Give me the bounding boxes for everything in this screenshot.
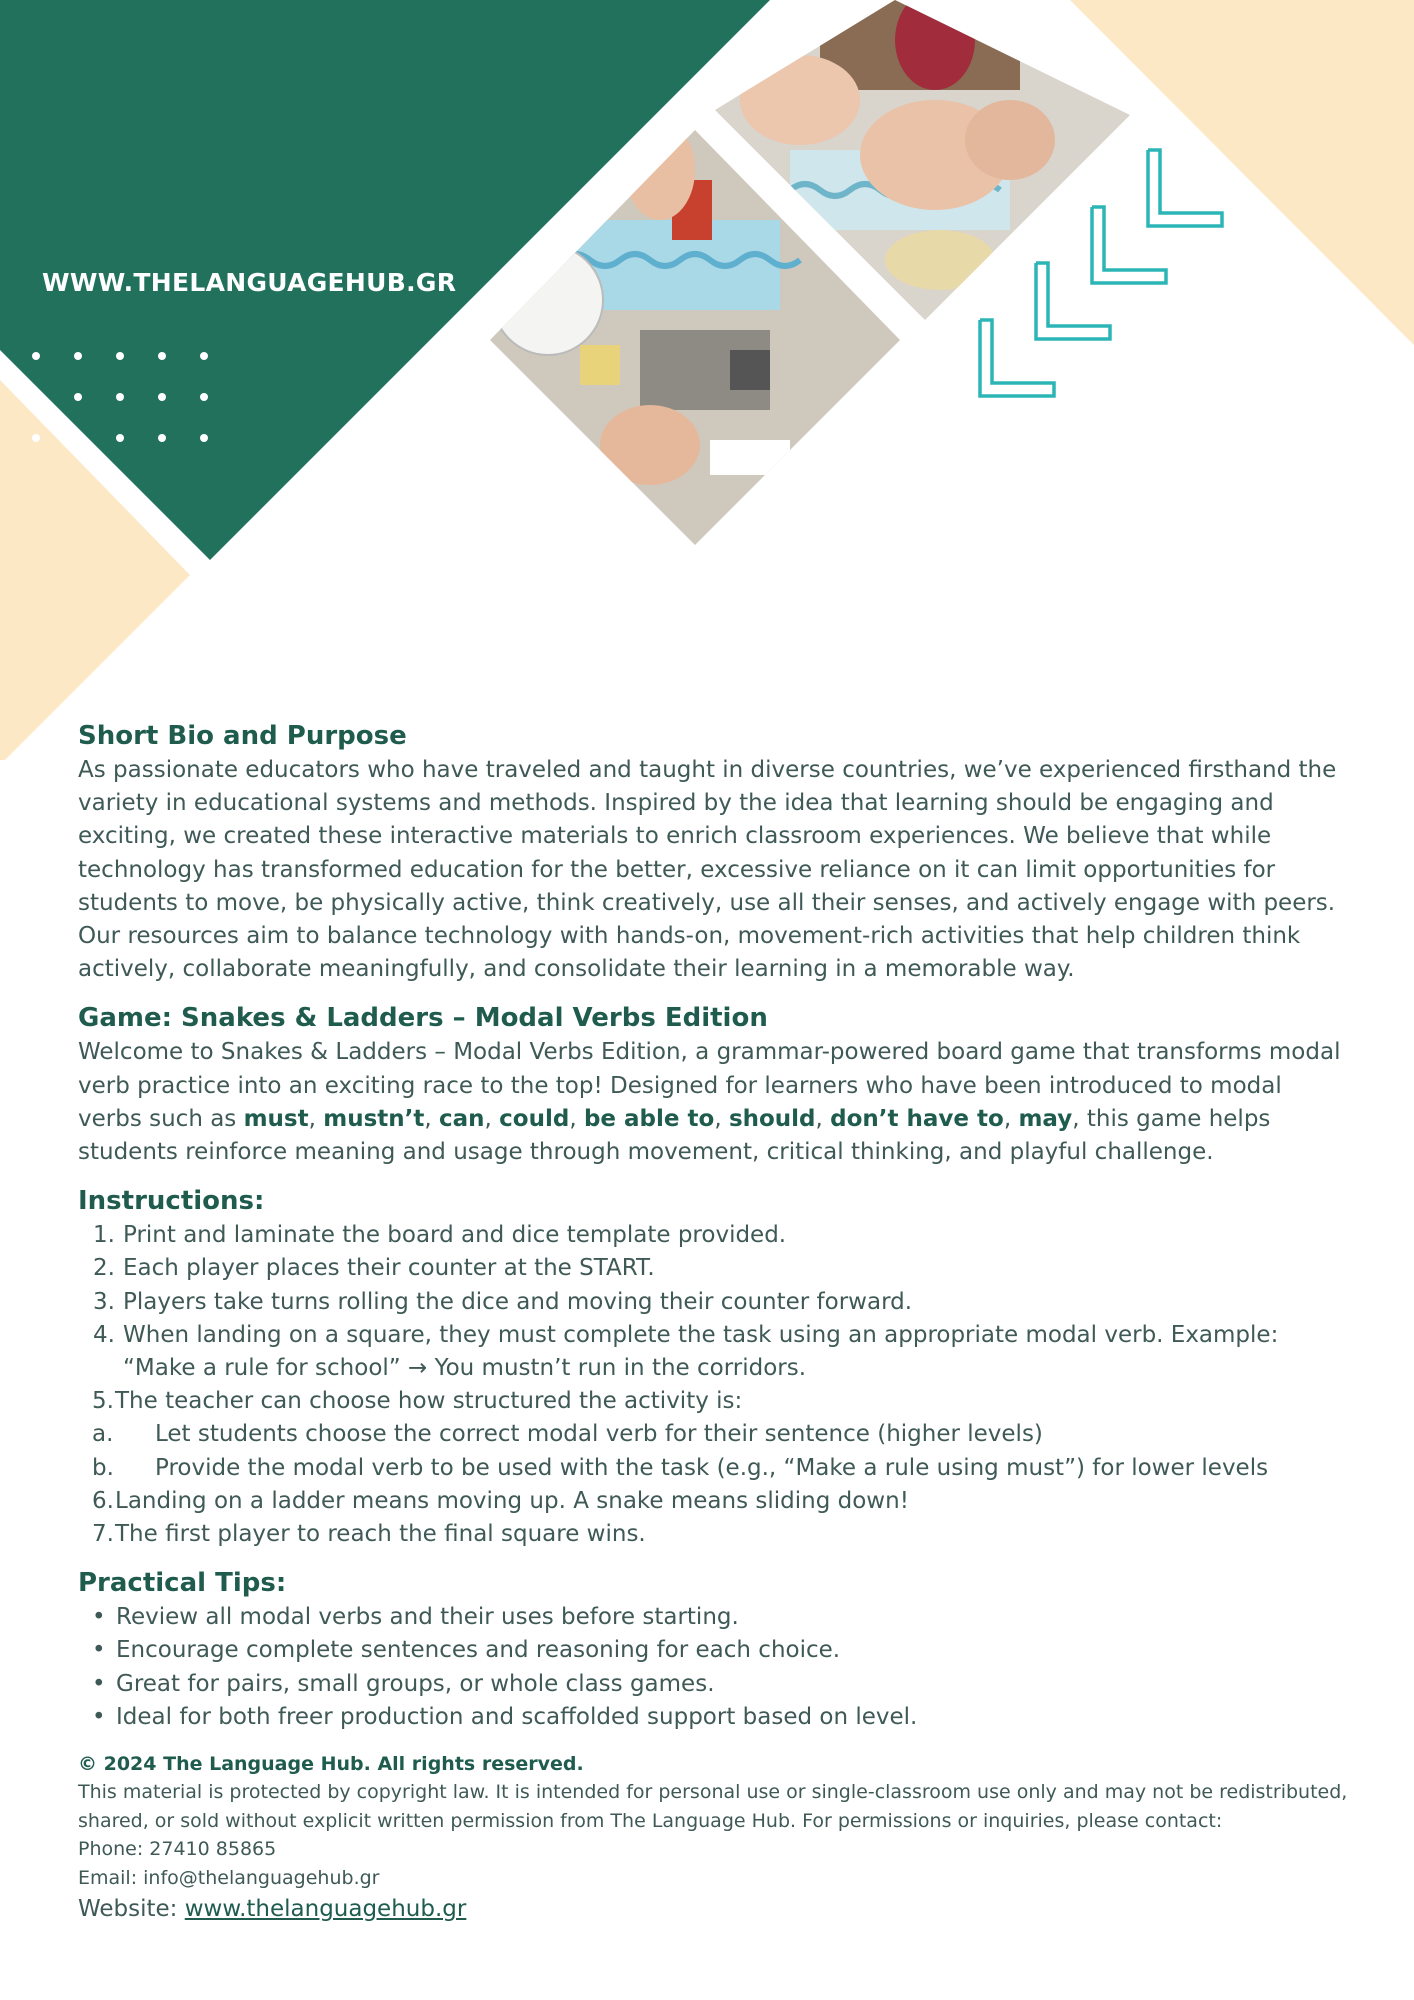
- tips-section: [78, 1565, 1348, 1734]
- modal-separator: ,: [308, 1105, 324, 1132]
- instruction-step: [78, 1518, 1348, 1551]
- modal-verb: must: [243, 1105, 309, 1132]
- game-paragraph: [78, 1036, 1348, 1169]
- step-number: 1.: [93, 1222, 115, 1249]
- game-heading: Game: Snakes & Ladders – Modal Verbs Edition: [78, 1003, 768, 1034]
- contact-email: Email: info@thelanguagehub.gr: [78, 1866, 380, 1889]
- copyright-notice: This material is protected by copyright law. It is intended for personal use or single-classroom use only and may not be redistributed, shared, or sold without explicit written permission from The Language Hub. For permissions or inquiries, please contact:: [78, 1781, 1348, 1832]
- bullet: •: [92, 1637, 106, 1664]
- game-outro: , this game helps students reinforce meaning and usage through movement, critical thinking, and playful challenge.: [78, 1105, 1271, 1166]
- tip-text: Encourage complete sentences and reasoning for each choice.: [116, 1637, 841, 1664]
- modal-verb: should: [728, 1105, 816, 1132]
- modal-verb: mustn’t: [323, 1105, 425, 1132]
- instructions-list: [78, 1219, 1348, 1551]
- footer: [78, 1750, 1348, 1926]
- website-link[interactable]: www.thelanguagehub.gr: [184, 1896, 467, 1923]
- instruction-step: [78, 1485, 1348, 1518]
- bio-section: [78, 718, 1348, 986]
- step-text: Print and laminate the board and dice template provided.: [123, 1222, 787, 1249]
- tip-text: Great for pairs, small groups, or whole class games.: [116, 1670, 715, 1697]
- modal-verb: can: [439, 1105, 485, 1132]
- instruction-step: [78, 1319, 1348, 1385]
- step-number: 4.: [93, 1321, 115, 1348]
- contact-website: [78, 1892, 1348, 1926]
- instructions-heading: Instructions:: [78, 1186, 265, 1217]
- tip-text: Review all modal verbs and their uses before starting.: [116, 1604, 739, 1631]
- instruction-sub-step: [78, 1452, 1348, 1485]
- game-section: [78, 1000, 1348, 1169]
- step-text: Provide the modal verb to be used with the task (e.g., “Make a rule using must”) for lower levels: [155, 1454, 1269, 1481]
- step-text: The first player to reach the final square wins.: [115, 1521, 646, 1548]
- step-number: 2.: [93, 1255, 115, 1282]
- modal-verb: be able to: [583, 1105, 715, 1132]
- contact-phone: Phone: 27410 85865: [78, 1838, 277, 1861]
- copyright-line: © 2024 The Language Hub. All rights reserved.: [78, 1753, 584, 1776]
- bio-paragraph: As passionate educators who have traveled and taught in diverse countries, we’ve experienced firsthand the variety in educational systems and methods. Inspired by the idea that learning should be engaging and exciting, we created these interactive materials to enrich classroom experiences. We believe that while technology has transformed education for the better, excessive reliance on it can limit opportunities for students to move, be physically active, think creatively, use all their senses, and actively engage with peers. Our resources aim to balance technology with hands-on, movement-rich activities that help children think actively, collaborate meaningfully, and consolidate their learning in a memorable way.: [78, 757, 1337, 983]
- modal-separator: ,: [1003, 1105, 1019, 1132]
- step-number: 5.: [92, 1388, 114, 1415]
- instruction-step: [78, 1385, 1348, 1485]
- instruction-sub-list: [92, 1418, 1348, 1484]
- step-text: Landing on a ladder means moving up. A snake means sliding down!: [115, 1487, 909, 1514]
- modal-separator: ,: [714, 1105, 729, 1132]
- website-label: Website:: [78, 1896, 185, 1923]
- instructions-section: [78, 1183, 1348, 1551]
- step-text: The teacher can choose how structured the activity is:: [115, 1388, 743, 1415]
- modal-verb: may: [1018, 1105, 1073, 1132]
- modal-separator: ,: [424, 1105, 440, 1132]
- step-number: 3.: [93, 1288, 115, 1315]
- step-text: Each player places their counter at the START.: [123, 1255, 655, 1282]
- tip-text: Ideal for both freer production and scaffolded support based on level.: [116, 1703, 918, 1730]
- tip-item: [78, 1601, 1348, 1634]
- instruction-sub-step: [78, 1418, 1348, 1451]
- step-number: 7.: [92, 1521, 114, 1548]
- step-text: Let students choose the correct modal verb for their sentence (higher levels): [155, 1421, 1043, 1448]
- bullet: •: [92, 1703, 106, 1730]
- tip-item: [78, 1668, 1348, 1701]
- step-text: Players take turns rolling the dice and moving their counter forward.: [123, 1288, 913, 1315]
- instruction-step: [78, 1286, 1348, 1319]
- tips-list: [78, 1601, 1348, 1734]
- instruction-step: [78, 1219, 1348, 1252]
- step-letter: b.: [92, 1454, 114, 1481]
- step-letter: a.: [92, 1421, 114, 1448]
- bullet: •: [92, 1604, 106, 1631]
- bio-heading: Short Bio and Purpose: [78, 721, 407, 751]
- step-number: 6.: [92, 1487, 114, 1514]
- modal-separator: ,: [484, 1105, 500, 1132]
- step-text: When landing on a square, they must complete the task using an appropriate modal verb. Example: “Make a rule for school” → You mustn’t run in the corridors.: [123, 1321, 1279, 1382]
- modal-verb: don’t have to: [830, 1105, 1004, 1132]
- game-intro: Welcome to Snakes & Ladders – Modal Verbs Edition, a grammar-powered board game that transforms modal verb practice into an exciting race to the top! Designed for learners who have been introduced to modal verbs such as: [78, 1039, 1341, 1132]
- tip-item: [78, 1701, 1348, 1734]
- instruction-step: [78, 1252, 1348, 1285]
- modal-separator: ,: [815, 1105, 831, 1132]
- tip-item: [78, 1634, 1348, 1667]
- bullet: •: [92, 1670, 106, 1697]
- tips-heading: Practical Tips:: [78, 1568, 287, 1599]
- site-url-header: WWW.THELANGUAGEHUB.GR: [42, 268, 457, 297]
- document-body: [78, 718, 1348, 1926]
- modal-separator: ,: [569, 1105, 584, 1132]
- header-banner: [0, 0, 1414, 760]
- modal-verb: could: [499, 1105, 570, 1132]
- peach-corner-top-right: [1070, 0, 1414, 345]
